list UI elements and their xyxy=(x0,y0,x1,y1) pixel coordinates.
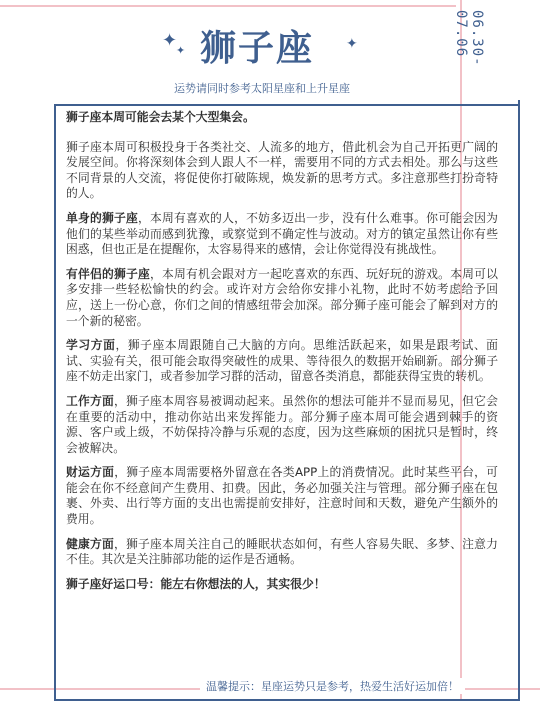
money-paragraph xyxy=(66,465,498,527)
health-paragraph xyxy=(66,537,498,568)
content-frame-border xyxy=(54,104,56,700)
sparkle-icon: ✦ xyxy=(162,30,178,51)
section-label: 有伴侣的狮子座 xyxy=(66,266,151,281)
page-title: 狮子座 xyxy=(200,28,315,69)
section-text: ，本周有机会跟对方一起吃喜欢的东西、玩好玩的游戏。本周可以多安排一些轻松愉快的约会。或许对方会给你安排小礼物，此时不妨考虑给予回应，送上一份心意，你们之间的情感纽带会加深。部分狮子座可能会了解到对方的一个新的秘密。 xyxy=(66,266,498,328)
section-text: ，狮子座本周容易被调动起来。虽然你的想法可能并不显而易见，但它会在重要的活动中，推动你站出来发挥能力。部分狮子座本周可能会遇到棘手的资源、客户或上级，不妨保持冷静与乐观的态度，因为这些麻烦的困扰只是暂时，终会被解决。 xyxy=(66,393,498,455)
horoscope-body xyxy=(66,110,498,606)
single-paragraph xyxy=(66,211,498,258)
section-label: 财运方面 xyxy=(66,465,115,480)
work-paragraph xyxy=(66,394,498,456)
content-frame-border xyxy=(54,699,520,701)
decorative-line xyxy=(0,5,456,7)
section-text: ，狮子座本周关注自己的睡眠状态如何，有些人容易失眠、多梦、注意力不佳。其次是关注肺部功能的运作是否通畅。 xyxy=(66,536,498,567)
section-text: ，狮子座本周需要格外留意在各类APP上的消费情况。此时某些平台，可能会在你不经意间产生费用、扣费。因此，务必加强关注与管理。部分狮子座在包裹、外卖、出行等方面的支出也需提前安排好，注意时间和天数，避免产生额外的费用。 xyxy=(66,465,498,527)
page-subtitle: 运势请同时参考太阳星座和上升星座 xyxy=(174,82,350,95)
section-label: 健康方面 xyxy=(66,536,115,551)
content-frame-border xyxy=(518,100,520,700)
study-paragraph xyxy=(66,338,498,385)
section-text: ，本周有喜欢的人，不妨多迈出一步，没有什么难事。你可能会因为他们的某些举动而感到犹豫，或察觉到不确定性与波动。对方的镇定虽然让你有些困惑，但也正是在提醒你，太容易得来的感情，会让你觉得没有挑战性。 xyxy=(66,210,498,257)
slogan: 狮子座好运口号：能左右你想法的人，其实很少！ xyxy=(66,576,326,591)
content-frame-border xyxy=(54,104,520,106)
headline: 狮子座本周可能会去某个大型集会。 xyxy=(66,110,255,124)
intro-paragraph: 狮子座本周可积极投身于各类社交、人流多的地方，借此机会为自己开拓更广阔的发展空间。你将深刻体会到人跟人不一样，需要用不同的方式去相处。那么与这些不同背景的人交流，将促使你打破陈规，焕发新的思考方式。多注意那些打扮奇特的人。 xyxy=(66,139,498,201)
date-range: 06.30-07.06 xyxy=(453,10,485,67)
section-label: 学习方面 xyxy=(66,338,116,353)
sparkle-icon: ✦ xyxy=(346,36,358,52)
section-text: ，狮子座本周跟随自己大脑的方向。思维活跃起来，如果是跟考试、面试、实验有关，很可能会取得突破性的成果、等待很久的数据开始刷新。部分狮子座不妨走出家门，或者参加学习群的活动，留意各类消息，都能获得宝贵的转机。 xyxy=(66,338,498,384)
section-label: 单身的狮子座 xyxy=(66,210,139,225)
partnered-paragraph xyxy=(66,267,498,329)
footer-tip: 温馨提示：星座运势只是参考，热爱生活好运加倍！ xyxy=(200,678,465,694)
section-label: 工作方面 xyxy=(66,393,115,408)
sparkle-icon: ✦ xyxy=(176,44,186,57)
